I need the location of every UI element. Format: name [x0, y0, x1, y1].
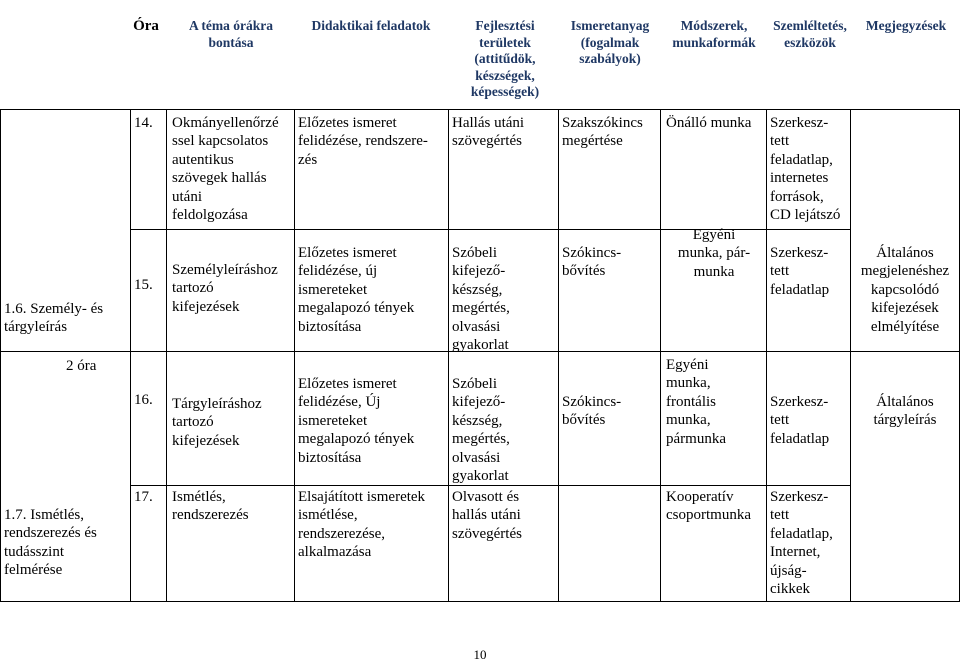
- col-divider: [850, 109, 851, 602]
- header-fejlesztesi: Fejlesztési területek (attitűdök, készségek, képességek): [470, 18, 540, 99]
- col-divider: [660, 109, 661, 602]
- row-didaktikai: Előzetes ismeret felidézése, Új ismereteket megalapozó tények biztosítása: [298, 376, 415, 466]
- col-divider: [558, 109, 559, 602]
- col-divider: [0, 109, 1, 602]
- row-number: 16.: [134, 392, 153, 408]
- page-number: 10: [473, 647, 487, 662]
- header-ora: Óra: [133, 18, 159, 34]
- col-divider: [294, 109, 295, 602]
- header-szemleltetes: Szemléltetés, eszközök: [773, 18, 847, 50]
- row-modszerek: Egyéni munka, pár- munka: [677, 227, 751, 280]
- table-bottom-border: [0, 601, 960, 602]
- row-modszerek: Önálló munka: [666, 115, 752, 131]
- row-number: 17.: [134, 489, 153, 505]
- row-megjegyzesek: Általános megjelenéshez kapcsolódó kifejezések elmélyítése: [860, 245, 950, 335]
- col-divider: [166, 109, 167, 602]
- row-szemleltetes: Szerkesz- tett feladatlap, Internet, újság- cikkek: [770, 489, 833, 598]
- header-megjegyzesek: Megjegyzések: [865, 18, 947, 33]
- topic-group-2: 1.7. Ismétlés, rendszerezés és tudásszint felmérése: [4, 507, 97, 579]
- topic-group-1: 1.6. Személy- és tárgyleírás: [4, 301, 104, 336]
- row-fejlesztesi: Olvasott és hallás utáni szövegértés: [452, 489, 522, 542]
- row-fejlesztesi: Hallás utáni szövegértés: [452, 115, 525, 150]
- table-header: [0, 0, 960, 98]
- col-divider: [448, 109, 449, 602]
- row-fejlesztesi: Szóbeli kifejező- készség, megértés, olvasási gyakorlat: [452, 376, 510, 485]
- row-didaktikai: Előzetes ismeret felidézése, rendszere- zés: [298, 115, 428, 168]
- row-ismeretanyag: Szókincs- bővítés: [562, 245, 622, 280]
- header-ismeretanyag: Ismeretanyag (fogalmak szabályok): [570, 18, 650, 66]
- row-szemleltetes: Szerkesz- tett feladatlap: [770, 245, 830, 298]
- row-tema: Személyleíráshoz tartozó kifejezések: [172, 262, 278, 315]
- header-modszerek: Módszerek, munkaformák: [672, 18, 756, 50]
- row-tema: Tárgyleíráshoz tartozó kifejezések: [172, 396, 262, 449]
- row-didaktikai: Előzetes ismeret felidézése, új ismereteket megalapozó tények biztosítása: [298, 245, 415, 335]
- row-szemleltetes: Szerkesz- tett feladatlap, internetes források, CD lejátszó: [770, 115, 841, 224]
- row-fejlesztesi: Szóbeli kifejező- készség, megértés, olvasási gyakorlat: [452, 245, 510, 354]
- header-tema: A téma órákra bontása: [189, 18, 273, 50]
- row-modszerek: Egyéni munka, frontális munka, pármunka: [666, 357, 726, 447]
- topic-hours: 2 óra: [66, 358, 97, 374]
- row-didaktikai: Elsajátított ismeretek ismétlése, rendszerezése, alkalmazása: [298, 489, 426, 561]
- row-modszerek: Kooperatív csoportmunka: [666, 489, 751, 524]
- row-megjegyzesek: Általános tárgyleírás: [873, 394, 937, 429]
- row-tema: Ismétlés, rendszerezés: [172, 489, 249, 524]
- table-top-border: [0, 109, 960, 110]
- row-szemleltetes: Szerkesz- tett feladatlap: [770, 394, 830, 447]
- row-ismeretanyag: Szókincs- bővítés: [562, 394, 622, 429]
- header-didaktikai: Didaktikai feladatok: [311, 18, 431, 33]
- col-divider: [130, 109, 131, 602]
- row-number: 14.: [134, 115, 153, 131]
- row-number: 15.: [134, 277, 153, 293]
- row-tema: Okmányellenőrzé ssel kapcsolatos autentikus szövegek hallás utáni feldolgozása: [172, 115, 279, 224]
- row-ismeretanyag: Szakszókincs megértése: [562, 115, 643, 150]
- col-divider: [766, 109, 767, 602]
